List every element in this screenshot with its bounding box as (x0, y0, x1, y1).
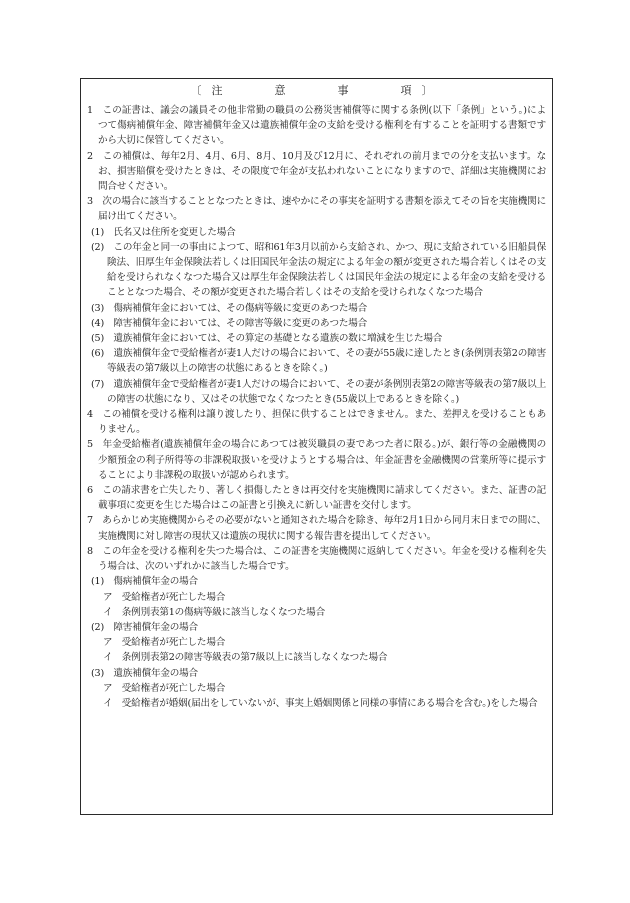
notice-item: 6 この請求書を亡失したり、著しく損傷したときは再交付を実施機関に請求してください。また、証書の記載事項に変更を生じた場合はこの証書と引換えに新しい証書を交付します。 (87, 485, 546, 512)
notice-item: (7) 遺族補償年金で受給権者が妻1人だけの場合において、その妻が条例別表第2の障害等級表の第7級以上の障害の状態になり、又はその状態でなくなつたとき(55歳以上であるときを除く。) (91, 378, 546, 405)
notice-item: 4 この補償を受ける権利は譲り渡したり、担保に供することはできません。また、差押えを受けることもありません。 (87, 409, 546, 436)
notice-item: ア 受給権者が死亡した場合 (103, 637, 226, 649)
notice-item: 7 あらかじめ実施機関からその必要がないと通知された場合を除き、毎年2月1日から同月末日までの間に、実施機関に対し障害の現状又は遺族の現状に関する報告書を提出してください。 (87, 515, 546, 542)
notice-item: (3) 傷病補償年金においては、その傷病等級に変更のあつた場合 (91, 302, 368, 314)
notice-item: ア 受給権者が死亡した場合 (103, 682, 226, 694)
notice-item: 2 この補償は、毎年2月、4月、6月、8月、10月及び12月に、それぞれの前月までの分を支払います。なお、損害賠償を受けたときは、その限度で年金が支払われないことになりますので、詳細は実施機関にお問合せください。 (87, 150, 546, 193)
notice-item: 1 この証書は、議会の議員その他非常勤の職員の公務災害補償等に関する条例(以下「条例」という。)によつて傷病補償年金、障害補償年金又は遺族補償年金の支給を受ける権利を有することを証明する書類ですから大切に保管してください。 (87, 105, 546, 147)
notice-item: イ 条例別表第2の障害等級表の第7級以上に該当しなくなつた場合 (103, 652, 388, 664)
notice-title: 〔注 意 事 項〕 (190, 84, 443, 97)
notice-frame (80, 78, 553, 815)
notice-item: (3) 遺族補償年金の場合 (91, 667, 198, 679)
notice-item: イ 条例別表第1の傷病等級に該当しなくなつた場合 (103, 606, 325, 618)
notice-item: 3 次の場合に該当することとなつたときは、速やかにその事実を証明する書類を添えてその旨を実施機関に届け出てください。 (87, 196, 546, 223)
notice-item: (1) 傷病補償年金の場合 (91, 576, 198, 588)
notice-item: ア 受給権者が死亡した場合 (103, 591, 226, 603)
notice-item: (6) 遺族補償年金で受給権者が妻1人だけの場合において、その妻が55歳に達したとき(条例別表第2の障害等級表の第7級以上の障害の状態にあるときを除く。) (91, 348, 546, 375)
notice-item: (5) 遺族補償年金においては、その算定の基礎となる遺族の数に増減を生じた場合 (91, 333, 443, 345)
notice-item: 8 この年金を受ける権利を失つた場合は、この証書を実施機関に返納してください。年金を受ける権利を失う場合は、次のいずれかに該当した場合です。 (87, 545, 546, 573)
notice-items (87, 103, 546, 711)
notice-item: (1) 氏名又は住所を変更した場合 (91, 226, 236, 238)
notice-item: (2) 障害補償年金の場合 (91, 621, 198, 633)
notice-item: (4) 障害補償年金においては、その障害等級に変更のあつた場合 (91, 317, 368, 329)
notice-item: 5 年金受給権者(遺族補償年金の場合にあつては被災職員の妻であつた者に限る。)が、銀行等の金融機関の少額預金の利子所得等の非課税取扱いを受けようとする場合は、年金証書を金融機関の営業所等に提示することにより非課税の取扱いが認められます。 (87, 439, 546, 481)
notice-item: (2) この年金と同一の事由によつて、昭和61年3月以前から支給され、かつ、現に支給されている旧船員保険法、旧厚生年金保険法若しくは旧国民年金法の規定による年金の額が変更された場合若しくはその支給を受けられなくなつた場合又は厚生年金保険法若しくは国民年金法の規定による年金の支給を受けることとなつた場合、その額が変更された場合若しくはその支給を受けられなくなつた場合 (91, 241, 546, 299)
notice-item: イ 受給権者が婚姻(届出をしていないが、事実上婚姻関係と同様の事情にある場合を含む。)をした場合 (103, 697, 538, 709)
